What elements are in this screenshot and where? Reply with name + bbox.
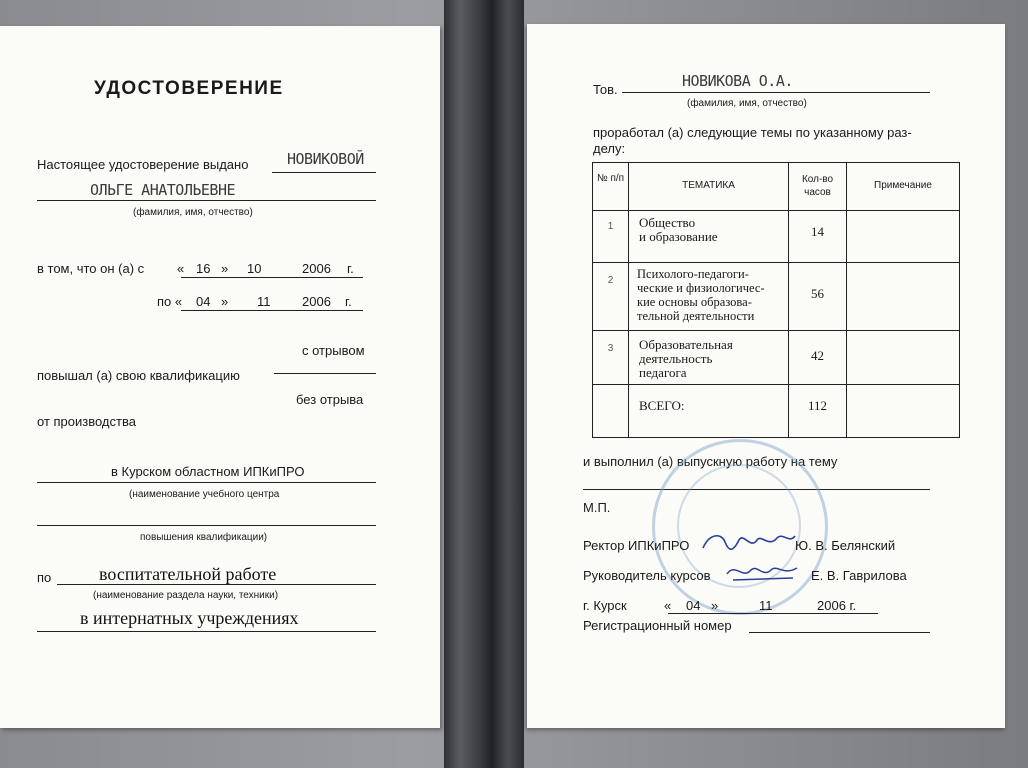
from-production-label: от производства bbox=[37, 414, 136, 429]
table-row-3-note bbox=[847, 331, 959, 385]
table-row-3-hours: 42 bbox=[789, 331, 847, 385]
section-caption: (наименование раздела науки, техники) bbox=[93, 590, 279, 601]
table-total-hours: 112 bbox=[789, 385, 847, 437]
table-total-note bbox=[847, 385, 959, 437]
center-underline-2 bbox=[37, 525, 376, 526]
without-leave-option: без отрыва bbox=[296, 392, 364, 407]
table-row-3-topic-line1: Образовательная bbox=[639, 337, 733, 352]
table-row-2-topic-line1: Психолого-педагоги- bbox=[637, 267, 749, 281]
date-underline bbox=[668, 613, 878, 614]
worked-text-line1: проработал (а) следующие темы по указанному раз- bbox=[593, 125, 912, 140]
fio-caption-right: (фамилия, имя, отчество) bbox=[687, 98, 807, 109]
tov-value: НОВИКОВА О.А. bbox=[682, 72, 793, 90]
table-row-2-topic-line2: ческие и физиологичес- bbox=[637, 281, 765, 295]
date-year: 2006 г. bbox=[817, 598, 857, 613]
leave-divider-line bbox=[274, 373, 376, 374]
head-label: Руководитель курсов bbox=[583, 568, 711, 583]
table-row-3-topic-line3: педагога bbox=[639, 365, 687, 380]
section-prefix: по bbox=[37, 570, 52, 585]
issued-label: Настоящее удостоверение выдано bbox=[37, 157, 249, 172]
table-header-num: № п/п bbox=[593, 163, 629, 211]
raised-qualification-label: повышал (а) свою квалификацию bbox=[37, 368, 240, 383]
center-caption: (наименование учебного центра bbox=[129, 489, 280, 500]
training-center-name: в Курском областном ИПКиПРО bbox=[111, 464, 305, 479]
table-row-3-topic-line2: деятельность bbox=[639, 351, 713, 366]
certificate-title: УДОСТОВЕРЕНИЕ bbox=[94, 78, 284, 99]
issued-underline-2 bbox=[37, 200, 376, 201]
table-row-3-topic bbox=[629, 331, 789, 385]
from-label: в том, что он (а) с bbox=[37, 261, 145, 276]
section-underline-2 bbox=[37, 631, 376, 632]
section-value-2: в интернатных учреждениях bbox=[80, 608, 299, 628]
worked-text-line2: делу: bbox=[593, 141, 626, 156]
to-day: 04 bbox=[196, 294, 211, 309]
to-year-suffix: г. bbox=[345, 294, 352, 309]
date-quote-close: » bbox=[711, 598, 719, 613]
section-underline bbox=[57, 584, 376, 585]
from-day: 16 bbox=[196, 261, 211, 276]
table-row-3-num: 3 bbox=[593, 331, 629, 385]
date-quote-open: « bbox=[664, 598, 672, 613]
table-total-label: ВСЕГО: bbox=[629, 385, 789, 437]
topics-table bbox=[592, 162, 960, 438]
table-row-1-topic-line2: и образование bbox=[639, 229, 718, 244]
right-page bbox=[527, 24, 1005, 728]
from-year: 2006 bbox=[302, 261, 331, 276]
city-label: г. Курск bbox=[583, 598, 627, 613]
rector-name: Ю. В. Белянский bbox=[795, 538, 896, 553]
table-header-note: Примечание bbox=[847, 163, 959, 211]
from-date-underline bbox=[181, 277, 363, 278]
tov-label: Тов. bbox=[593, 82, 618, 97]
table-header-hours: Кол-во часов bbox=[789, 163, 847, 211]
head-signature bbox=[723, 558, 803, 584]
section-value: воспитательной работе bbox=[99, 564, 277, 584]
from-quote-close: » bbox=[221, 261, 229, 276]
table-header-topic: ТЕМАТИКА bbox=[629, 163, 789, 211]
from-quote-open: « bbox=[177, 261, 185, 276]
issued-name-line2: ОЛЬГЕ АНАТОЛЬЕВНЕ bbox=[90, 181, 236, 199]
table-row-2-topic bbox=[629, 263, 789, 331]
table-row-2-topic-line3: кие основы образова- bbox=[637, 295, 752, 309]
to-date-underline bbox=[181, 310, 363, 311]
center-underline-1 bbox=[37, 482, 376, 483]
head-name: Е. В. Гаврилова bbox=[811, 568, 907, 583]
rector-signature bbox=[699, 526, 799, 556]
to-quote-close: » bbox=[221, 294, 229, 309]
thesis-label: и выполнил (а) выпускную работу на тему bbox=[583, 454, 838, 469]
document-spine bbox=[444, 0, 524, 768]
to-month: 11 bbox=[257, 294, 271, 309]
table-row-1-num: 1 bbox=[593, 211, 629, 263]
table-row-1-hours: 14 bbox=[789, 211, 847, 263]
with-leave-option: с отрывом bbox=[302, 343, 365, 358]
table-row-1-topic bbox=[629, 211, 789, 263]
from-year-suffix: г. bbox=[347, 261, 354, 276]
table-row-2-note bbox=[847, 263, 959, 331]
table-row-2-topic-line4: тельной деятельности bbox=[637, 309, 755, 323]
table-row-1-topic-line1: Общество bbox=[639, 215, 696, 230]
table-row-2-hours: 56 bbox=[789, 263, 847, 331]
rector-label: Ректор ИПКиПРО bbox=[583, 538, 690, 553]
table-row-2-num: 2 bbox=[593, 263, 629, 331]
issued-underline-1 bbox=[272, 172, 376, 173]
date-day: 04 bbox=[686, 598, 701, 613]
from-month: 10 bbox=[247, 261, 262, 276]
table-row-1-note bbox=[847, 211, 959, 263]
to-label: по « bbox=[157, 294, 183, 309]
date-month: 11 bbox=[759, 598, 773, 613]
mp-label: М.П. bbox=[583, 500, 611, 515]
issued-name-line1: НОВИКОВОЙ bbox=[287, 150, 364, 168]
to-year: 2006 bbox=[302, 294, 331, 309]
table-total-num bbox=[593, 385, 629, 437]
left-page bbox=[0, 26, 440, 728]
registration-label: Регистрационный номер bbox=[583, 618, 732, 633]
tov-underline bbox=[622, 92, 930, 93]
registration-underline bbox=[749, 632, 930, 633]
center-caption-2: повышения квалификации) bbox=[140, 532, 268, 543]
fio-caption-left: (фамилия, имя, отчество) bbox=[133, 207, 253, 218]
